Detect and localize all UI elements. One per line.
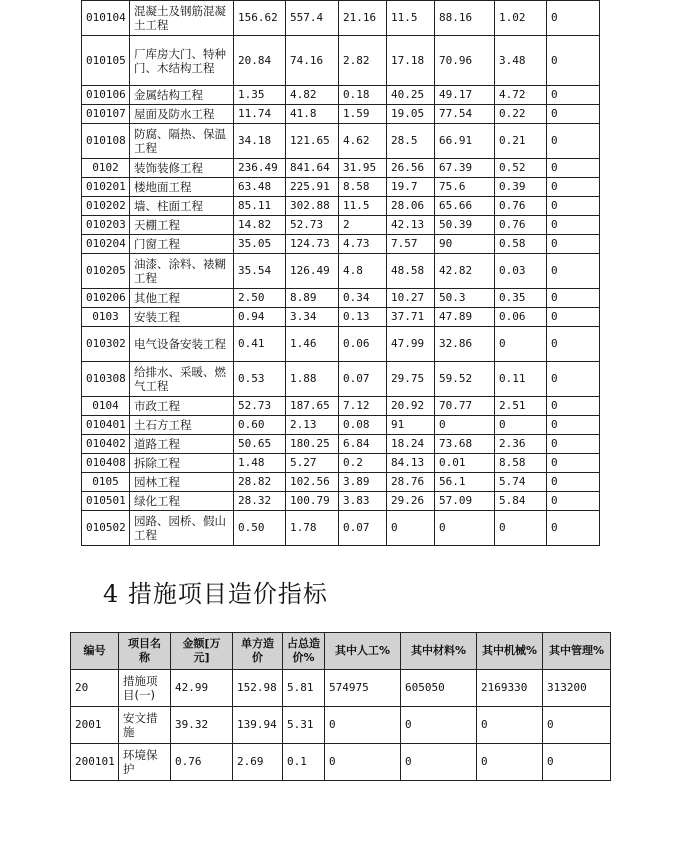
table-row <box>71 707 611 744</box>
cell-amount: 63.48 <box>234 178 286 197</box>
cell-code: 010108 <box>82 124 130 159</box>
cell-machinery: 0 <box>477 707 543 744</box>
cell-name: 市政工程 <box>130 397 234 416</box>
cell-labor: 28.06 <box>387 197 435 216</box>
cell-material: 0 <box>401 744 477 781</box>
cell-unit-cost: 2.69 <box>233 744 283 781</box>
table-row <box>82 308 600 327</box>
cell-code: 200101 <box>71 744 119 781</box>
cell-code: 010502 <box>82 511 130 546</box>
cell-amount: 52.73 <box>234 397 286 416</box>
cell-name: 绿化工程 <box>130 492 234 511</box>
cell-machinery: 0.06 <box>495 308 547 327</box>
cell-management: 0 <box>547 416 600 435</box>
cell-amount: 34.18 <box>234 124 286 159</box>
cell-machinery: 8.58 <box>495 454 547 473</box>
cell-code: 010206 <box>82 289 130 308</box>
cell-name: 安文措施 <box>119 707 171 744</box>
cell-machinery: 0 <box>477 744 543 781</box>
cell-name: 园路、园桥、假山工程 <box>130 511 234 546</box>
cell-machinery: 1.02 <box>495 1 547 36</box>
cell-code: 20 <box>71 670 119 707</box>
table-row <box>71 744 611 781</box>
cell-machinery: 0.39 <box>495 178 547 197</box>
cell-name: 墙、柱面工程 <box>130 197 234 216</box>
cell-labor: 0 <box>325 707 401 744</box>
cell-material: 57.09 <box>435 492 495 511</box>
cell-management: 0 <box>547 308 600 327</box>
cell-material: 32.86 <box>435 327 495 362</box>
cell-material: 66.91 <box>435 124 495 159</box>
cell-share: 6.84 <box>339 435 387 454</box>
cell-labor: 19.05 <box>387 105 435 124</box>
cell-labor: 28.5 <box>387 124 435 159</box>
cell-amount: 20.84 <box>234 36 286 86</box>
cell-unit-cost: 41.8 <box>286 105 339 124</box>
cell-machinery: 2.36 <box>495 435 547 454</box>
cell-share: 0.1 <box>283 744 325 781</box>
cell-machinery: 5.74 <box>495 473 547 492</box>
cell-code: 010202 <box>82 197 130 216</box>
cell-material: 67.39 <box>435 159 495 178</box>
cell-management: 0 <box>547 473 600 492</box>
cell-code: 010401 <box>82 416 130 435</box>
cell-amount: 0.50 <box>234 511 286 546</box>
cell-code: 010408 <box>82 454 130 473</box>
cell-management: 0 <box>547 1 600 36</box>
cell-share: 0.34 <box>339 289 387 308</box>
cell-amount: 156.62 <box>234 1 286 36</box>
cell-labor: 20.92 <box>387 397 435 416</box>
header-name: 项目名称 <box>119 633 171 670</box>
cell-amount: 42.99 <box>171 670 233 707</box>
cell-machinery: 5.84 <box>495 492 547 511</box>
cell-code: 010106 <box>82 86 130 105</box>
cell-material: 0 <box>435 416 495 435</box>
cell-management: 0 <box>547 105 600 124</box>
cell-code: 010205 <box>82 254 130 289</box>
cell-labor: 29.26 <box>387 492 435 511</box>
cell-name: 园林工程 <box>130 473 234 492</box>
cell-code: 0102 <box>82 159 130 178</box>
cell-share: 4.73 <box>339 235 387 254</box>
table-row <box>82 416 600 435</box>
cell-amount: 0.41 <box>234 327 286 362</box>
cell-material: 56.1 <box>435 473 495 492</box>
cell-management: 0 <box>547 254 600 289</box>
cell-share: 0.07 <box>339 362 387 397</box>
cell-name: 电气设备安装工程 <box>130 327 234 362</box>
cell-code: 010203 <box>82 216 130 235</box>
cell-name: 楼地面工程 <box>130 178 234 197</box>
cell-code: 010302 <box>82 327 130 362</box>
table-row <box>82 36 600 86</box>
cell-material: 90 <box>435 235 495 254</box>
cell-unit-cost: 52.73 <box>286 216 339 235</box>
cell-share: 8.58 <box>339 178 387 197</box>
cell-unit-cost: 3.34 <box>286 308 339 327</box>
cell-name: 措施项目(一) <box>119 670 171 707</box>
cell-labor: 10.27 <box>387 289 435 308</box>
cell-share: 3.83 <box>339 492 387 511</box>
cell-unit-cost: 102.56 <box>286 473 339 492</box>
cell-management: 313200 <box>543 670 611 707</box>
cell-name: 混凝土及钢筋混凝土工程 <box>130 1 234 36</box>
cell-amount: 0.53 <box>234 362 286 397</box>
cell-unit-cost: 124.73 <box>286 235 339 254</box>
cell-name: 门窗工程 <box>130 235 234 254</box>
cell-machinery: 0 <box>495 327 547 362</box>
cell-code: 2001 <box>71 707 119 744</box>
cell-amount: 236.49 <box>234 159 286 178</box>
cell-unit-cost: 187.65 <box>286 397 339 416</box>
section-title: 4 措施项目造价指标 <box>103 580 328 608</box>
cell-machinery: 0.52 <box>495 159 547 178</box>
header-management: 其中管理% <box>543 633 611 670</box>
cell-machinery: 0.76 <box>495 216 547 235</box>
cell-amount: 35.54 <box>234 254 286 289</box>
cell-share: 2 <box>339 216 387 235</box>
table-row <box>82 105 600 124</box>
cell-labor: 26.56 <box>387 159 435 178</box>
cell-amount: 0.94 <box>234 308 286 327</box>
cell-labor: 40.25 <box>387 86 435 105</box>
cell-name: 其他工程 <box>130 289 234 308</box>
table-row <box>82 1 600 36</box>
cell-amount: 28.82 <box>234 473 286 492</box>
table-row <box>82 254 600 289</box>
cell-management: 0 <box>547 235 600 254</box>
cell-name: 天棚工程 <box>130 216 234 235</box>
cell-share: 31.95 <box>339 159 387 178</box>
cell-management: 0 <box>547 178 600 197</box>
cell-labor: 47.99 <box>387 327 435 362</box>
cell-machinery: 0.58 <box>495 235 547 254</box>
cell-management: 0 <box>547 159 600 178</box>
cell-amount: 14.82 <box>234 216 286 235</box>
cell-labor: 28.76 <box>387 473 435 492</box>
cell-management: 0 <box>547 86 600 105</box>
cell-material: 75.6 <box>435 178 495 197</box>
cell-material: 50.3 <box>435 289 495 308</box>
cell-amount: 0.60 <box>234 416 286 435</box>
cell-material: 50.39 <box>435 216 495 235</box>
cell-unit-cost: 225.91 <box>286 178 339 197</box>
cell-amount: 1.48 <box>234 454 286 473</box>
cell-share: 1.59 <box>339 105 387 124</box>
cell-unit-cost: 180.25 <box>286 435 339 454</box>
table-row <box>82 289 600 308</box>
cell-machinery: 4.72 <box>495 86 547 105</box>
cell-name: 给排水、采暖、燃气工程 <box>130 362 234 397</box>
cell-management: 0 <box>543 707 611 744</box>
cell-labor: 37.71 <box>387 308 435 327</box>
cell-material: 73.68 <box>435 435 495 454</box>
cell-unit-cost: 4.82 <box>286 86 339 105</box>
cell-material: 605050 <box>401 670 477 707</box>
cell-code: 010402 <box>82 435 130 454</box>
cell-machinery: 2169330 <box>477 670 543 707</box>
cell-material: 0 <box>401 707 477 744</box>
table-row <box>82 178 600 197</box>
cell-code: 010104 <box>82 1 130 36</box>
table-row <box>82 235 600 254</box>
cell-amount: 85.11 <box>234 197 286 216</box>
header-machinery: 其中机械% <box>477 633 543 670</box>
cell-material: 0 <box>435 511 495 546</box>
cell-share: 0.07 <box>339 511 387 546</box>
cell-amount: 1.35 <box>234 86 286 105</box>
header-labor: 其中人工% <box>325 633 401 670</box>
cell-labor: 18.24 <box>387 435 435 454</box>
cell-unit-cost: 8.89 <box>286 289 339 308</box>
cell-name: 屋面及防水工程 <box>130 105 234 124</box>
cell-name: 厂库房大门、特种门、木结构工程 <box>130 36 234 86</box>
cell-management: 0 <box>547 511 600 546</box>
cell-machinery: 3.48 <box>495 36 547 86</box>
cell-machinery: 0.11 <box>495 362 547 397</box>
cell-management: 0 <box>547 492 600 511</box>
table-row <box>82 473 600 492</box>
cell-unit-cost: 1.78 <box>286 511 339 546</box>
cell-share: 0.13 <box>339 308 387 327</box>
cell-code: 010204 <box>82 235 130 254</box>
cell-material: 0.01 <box>435 454 495 473</box>
cell-unit-cost: 1.46 <box>286 327 339 362</box>
cell-management: 0 <box>547 435 600 454</box>
cell-management: 0 <box>547 397 600 416</box>
table-row <box>82 454 600 473</box>
cost-index-table <box>81 0 600 546</box>
cell-management: 0 <box>547 327 600 362</box>
cell-share: 5.81 <box>283 670 325 707</box>
cell-share: 21.16 <box>339 1 387 36</box>
table-row <box>71 670 611 707</box>
cell-unit-cost: 126.49 <box>286 254 339 289</box>
cell-unit-cost: 139.94 <box>233 707 283 744</box>
cell-code: 0105 <box>82 473 130 492</box>
cell-code: 010107 <box>82 105 130 124</box>
cell-management: 0 <box>547 454 600 473</box>
cell-amount: 39.32 <box>171 707 233 744</box>
cell-share: 0.18 <box>339 86 387 105</box>
cell-share: 0.06 <box>339 327 387 362</box>
cell-material: 65.66 <box>435 197 495 216</box>
cell-share: 0.08 <box>339 416 387 435</box>
cell-share: 3.89 <box>339 473 387 492</box>
cell-code: 010201 <box>82 178 130 197</box>
cell-labor: 17.18 <box>387 36 435 86</box>
cell-name: 防腐、隔热、保温工程 <box>130 124 234 159</box>
cell-unit-cost: 1.88 <box>286 362 339 397</box>
cell-name: 装饰装修工程 <box>130 159 234 178</box>
cell-material: 70.96 <box>435 36 495 86</box>
cell-management: 0 <box>547 36 600 86</box>
table-row <box>82 216 600 235</box>
cell-material: 42.82 <box>435 254 495 289</box>
cell-amount: 2.50 <box>234 289 286 308</box>
cell-share: 4.62 <box>339 124 387 159</box>
cell-labor: 84.13 <box>387 454 435 473</box>
measures-cost-table <box>70 632 611 781</box>
cell-unit-cost: 557.4 <box>286 1 339 36</box>
cell-management: 0 <box>547 362 600 397</box>
cell-name: 环境保护 <box>119 744 171 781</box>
cell-code: 0103 <box>82 308 130 327</box>
cell-name: 油漆、涂料、裱糊工程 <box>130 254 234 289</box>
cell-machinery: 0 <box>495 416 547 435</box>
cell-code: 010501 <box>82 492 130 511</box>
header-amount: 金额[万元] <box>171 633 233 670</box>
header-material: 其中材料% <box>401 633 477 670</box>
cell-material: 88.16 <box>435 1 495 36</box>
cell-amount: 50.65 <box>234 435 286 454</box>
table-row <box>82 197 600 216</box>
cell-unit-cost: 152.98 <box>233 670 283 707</box>
cell-machinery: 0.22 <box>495 105 547 124</box>
cell-labor: 91 <box>387 416 435 435</box>
cell-management: 0 <box>543 744 611 781</box>
cell-unit-cost: 100.79 <box>286 492 339 511</box>
cell-amount: 0.76 <box>171 744 233 781</box>
cell-labor: 48.58 <box>387 254 435 289</box>
cell-management: 0 <box>547 124 600 159</box>
table-row <box>82 511 600 546</box>
cell-material: 47.89 <box>435 308 495 327</box>
cell-machinery: 0.21 <box>495 124 547 159</box>
cell-code: 0104 <box>82 397 130 416</box>
cell-machinery: 0.03 <box>495 254 547 289</box>
table-row <box>82 124 600 159</box>
cell-unit-cost: 121.65 <box>286 124 339 159</box>
table-row <box>82 492 600 511</box>
cell-unit-cost: 74.16 <box>286 36 339 86</box>
cell-labor: 574975 <box>325 670 401 707</box>
cell-name: 土石方工程 <box>130 416 234 435</box>
cell-labor: 42.13 <box>387 216 435 235</box>
header-unit-cost: 单方造价 <box>233 633 283 670</box>
cell-unit-cost: 302.88 <box>286 197 339 216</box>
cell-share: 7.12 <box>339 397 387 416</box>
cell-machinery: 0 <box>495 511 547 546</box>
cell-material: 70.77 <box>435 397 495 416</box>
cell-labor: 29.75 <box>387 362 435 397</box>
cell-amount: 35.05 <box>234 235 286 254</box>
cell-share: 0.2 <box>339 454 387 473</box>
cell-labor: 19.7 <box>387 178 435 197</box>
cell-machinery: 0.35 <box>495 289 547 308</box>
table-row <box>82 159 600 178</box>
header-code: 编号 <box>71 633 119 670</box>
cell-name: 安装工程 <box>130 308 234 327</box>
table-row <box>82 397 600 416</box>
cell-material: 77.54 <box>435 105 495 124</box>
cell-share: 4.8 <box>339 254 387 289</box>
cell-share: 2.82 <box>339 36 387 86</box>
cell-amount: 11.74 <box>234 105 286 124</box>
cell-unit-cost: 2.13 <box>286 416 339 435</box>
cell-name: 金属结构工程 <box>130 86 234 105</box>
cell-labor: 0 <box>387 511 435 546</box>
cell-management: 0 <box>547 289 600 308</box>
cell-code: 010308 <box>82 362 130 397</box>
cell-material: 59.52 <box>435 362 495 397</box>
cell-name: 拆除工程 <box>130 454 234 473</box>
table-row <box>82 362 600 397</box>
cell-share: 5.31 <box>283 707 325 744</box>
cell-unit-cost: 841.64 <box>286 159 339 178</box>
cell-labor: 7.57 <box>387 235 435 254</box>
header-share: 占总造价% <box>283 633 325 670</box>
cell-material: 49.17 <box>435 86 495 105</box>
table-row <box>82 327 600 362</box>
cell-share: 11.5 <box>339 197 387 216</box>
cell-unit-cost: 5.27 <box>286 454 339 473</box>
cell-machinery: 0.76 <box>495 197 547 216</box>
cell-code: 010105 <box>82 36 130 86</box>
cell-machinery: 2.51 <box>495 397 547 416</box>
cell-management: 0 <box>547 216 600 235</box>
cell-labor: 11.5 <box>387 1 435 36</box>
cell-amount: 28.32 <box>234 492 286 511</box>
cell-labor: 0 <box>325 744 401 781</box>
table-row <box>82 86 600 105</box>
table-row <box>82 435 600 454</box>
table-header-row <box>71 633 611 670</box>
cell-name: 道路工程 <box>130 435 234 454</box>
cell-management: 0 <box>547 197 600 216</box>
